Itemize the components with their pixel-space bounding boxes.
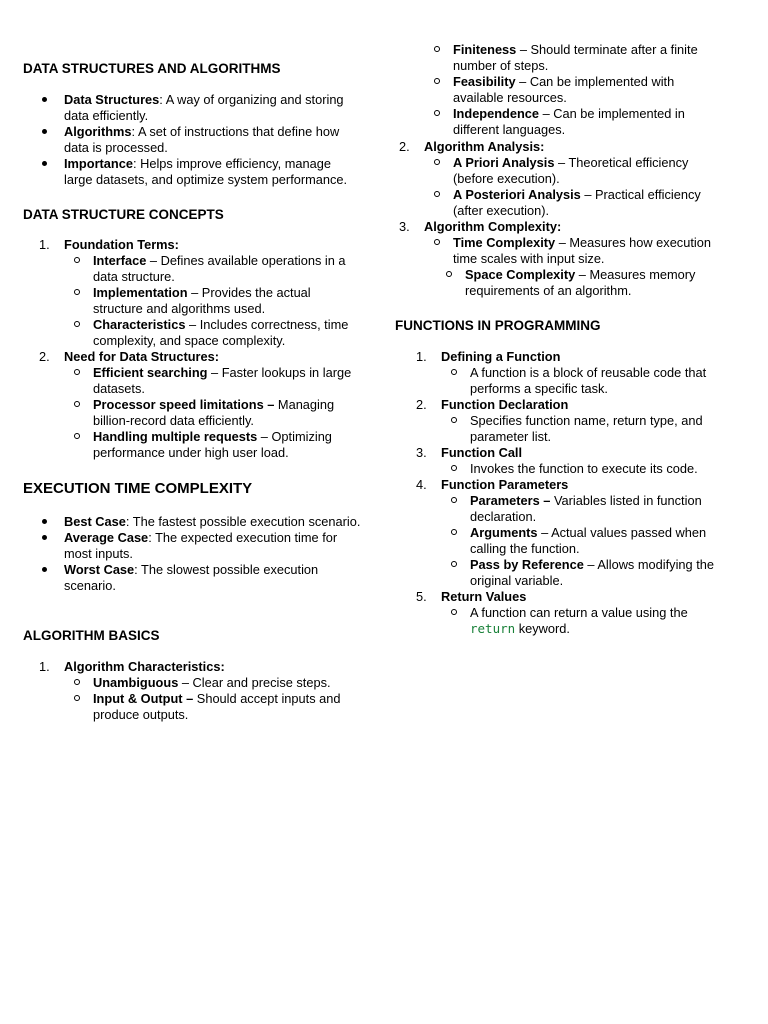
list-item: 2. Need for Data Structures: Efficient searching – Faster lookups in large datasets. Processor speed limitations – Managing billion-record data efficiently. Handling multiple requests – Optimizing performance under high user load. (23, 349, 361, 461)
list-item: 1. Defining a Function A function is a block of reusable code that performs a specific task. (400, 349, 725, 397)
list-item: A Priori Analysis – Theoretical efficiency (before execution). (424, 155, 713, 187)
list-item: Handling multiple requests – Optimizing performance under high user load. (64, 429, 361, 461)
list-item: Pass by Reference – Allows modifying the original variable. (441, 557, 725, 589)
list-item: 2. Function Declaration Specifies function name, return type, and parameter list. (400, 397, 725, 445)
execution-time-list (23, 514, 361, 594)
list-item: Feasibility – Can be implemented with available resources. (424, 74, 724, 106)
list-item: Efficient searching – Faster lookups in large datasets. (64, 365, 361, 397)
list-item: Specifies function name, return type, and parameter list. (441, 413, 725, 445)
algorithm-analysis-list (383, 139, 713, 299)
return-keyword: return (470, 621, 516, 636)
list-item: 1. Foundation Terms: Interface – Defines available operations in a data structure. Implementation – Provides the actual structure and algorithms used. Characteristics – Includes correctness, time complexity, and space complexity. (23, 237, 361, 349)
list-item: A Posteriori Analysis – Practical efficiency (after execution). (424, 187, 713, 219)
algorithm-characteristics-continued (424, 42, 724, 138)
section-title-algorithm-basics: ALGORITHM BASICS (23, 628, 160, 643)
list-item: Best Case: The fastest possible execution scenario. (23, 514, 361, 530)
list-item: Arguments – Actual values passed when calling the function. (441, 525, 725, 557)
list-item: Worst Case: The slowest possible execution scenario. (23, 562, 361, 594)
list-item: Average Case: The expected execution time for most inputs. (23, 530, 361, 562)
list-item: Finiteness – Should terminate after a finite number of steps. (424, 42, 724, 74)
list-item: Input & Output – Should accept inputs and produce outputs. (64, 691, 361, 723)
list-item: A function can return a value using the return keyword. (441, 605, 725, 637)
section-title-execution-time: EXECUTION TIME COMPLEXITY (23, 480, 253, 497)
list-item: Implementation – Provides the actual structure and algorithms used. (64, 285, 361, 317)
list-item: 3. Function Call Invokes the function to execute its code. (400, 445, 725, 477)
list-item: Importance: Helps improve efficiency, manage large datasets, and optimize system performance. (23, 156, 361, 188)
functions-list (400, 349, 725, 637)
list-item: Interface – Defines available operations in a data structure. (64, 253, 361, 285)
section-title-functions: FUNCTIONS IN PROGRAMMING (395, 318, 601, 333)
list-item: Characteristics – Includes correctness, time complexity, and space complexity. (64, 317, 361, 349)
list-item: Unambiguous – Clear and precise steps. (64, 675, 361, 691)
list-item: Parameters – Variables listed in function declaration. (441, 493, 725, 525)
list-item: Time Complexity – Measures how execution time scales with input size. (424, 235, 713, 267)
section-title-dsa: DATA STRUCTURES AND ALGORITHMS (23, 61, 281, 76)
list-item: 1. Algorithm Characteristics: Unambiguous – Clear and precise steps. Input & Output – Should accept inputs and produce outputs. (23, 659, 361, 723)
list-item: Processor speed limitations – Managing billion-record data efficiently. (64, 397, 361, 429)
list-item: Invokes the function to execute its code. (441, 461, 725, 477)
algorithm-basics-list (23, 659, 361, 723)
list-item: 2. Algorithm Analysis: A Priori Analysis – Theoretical efficiency (before execution). A Posteriori Analysis – Practical efficiency (after execution). (383, 139, 713, 219)
dsa-list (23, 92, 361, 188)
list-item: Independence – Can be implemented in different languages. (424, 106, 724, 138)
list-item: 3. Algorithm Complexity: Time Complexity – Measures how execution time scales with input size. Space Complexity – Measures memory requirements of an algorithm. (383, 219, 713, 299)
ds-concepts-list (23, 237, 361, 461)
list-item: A function is a block of reusable code that performs a specific task. (441, 365, 725, 397)
section-title-ds-concepts: DATA STRUCTURE CONCEPTS (23, 207, 224, 222)
list-item: Algorithms: A set of instructions that define how data is processed. (23, 124, 361, 156)
list-item: 4. Function Parameters Parameters – Variables listed in function declaration. Arguments – Actual values passed when calling the function. Pass by Reference – Allows modifying the original variable. (400, 477, 725, 589)
list-item: Data Structures: A way of organizing and storing data efficiently. (23, 92, 361, 124)
list-item: 5. Return Values A function can return a value using the return keyword. (400, 589, 725, 637)
list-item: Space Complexity – Measures memory requirements of an algorithm. (436, 267, 713, 299)
